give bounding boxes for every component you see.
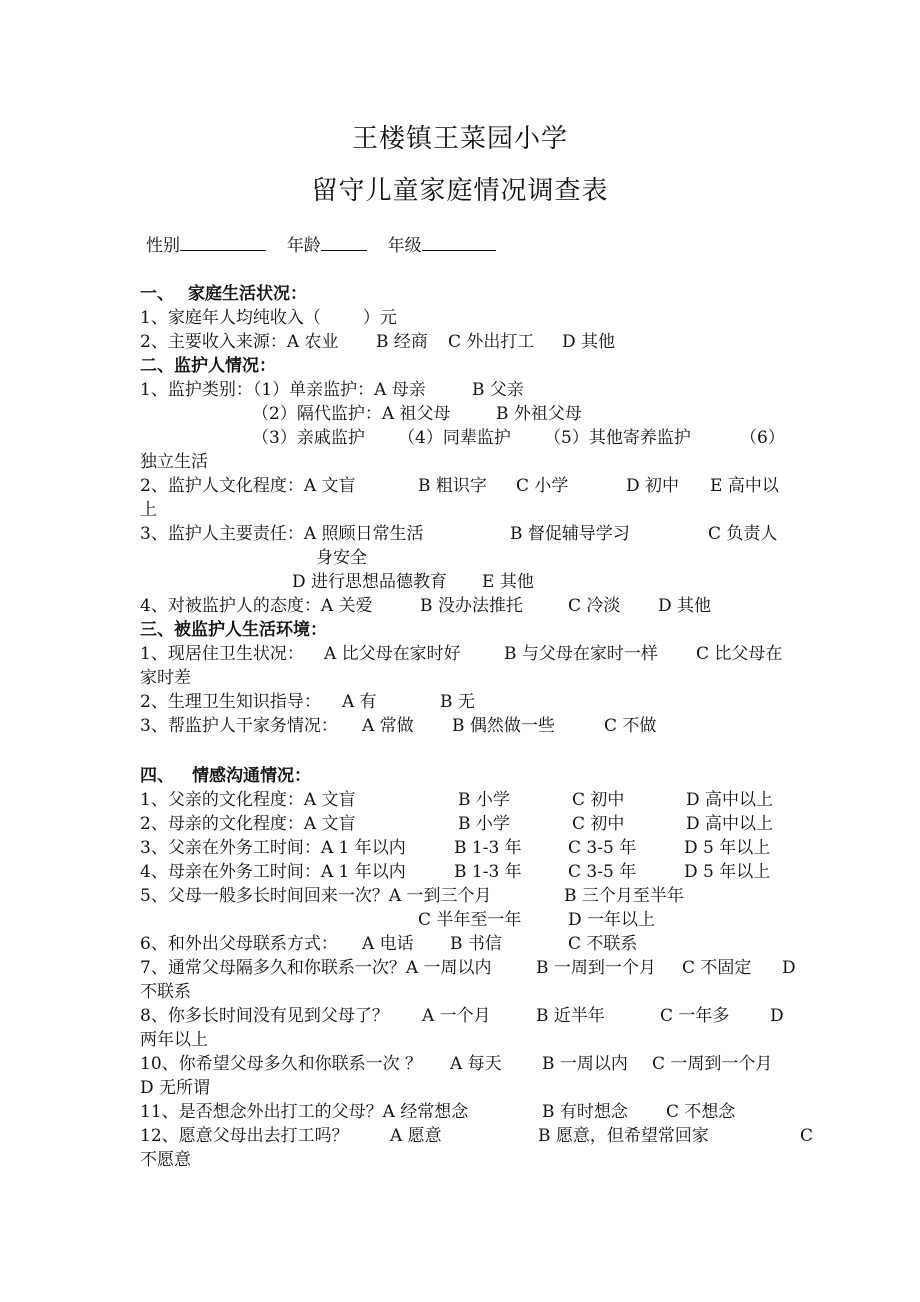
option-a[interactable]: 3、监护人主要责任：A 照顾日常生活 (140, 524, 424, 544)
option-b[interactable]: B 近半年 (536, 1006, 605, 1026)
option-c[interactable]: C 不想念 (666, 1102, 736, 1122)
option-b[interactable]: B 没办法推托 (420, 596, 523, 616)
option-a[interactable]: A 一个月 (422, 1006, 491, 1026)
question-4-12-cont: 不愿意 (140, 1150, 191, 1170)
option-d[interactable]: D 其他 (562, 332, 616, 352)
option-a[interactable]: 4、母亲在外务工时间：A 1 年以内 (140, 862, 406, 882)
option-a[interactable]: A 比父母在家时好 (324, 644, 461, 664)
section-1-title: 家庭生活状况： (188, 284, 307, 304)
section-3-heading: 三、被监护人生活环境： (140, 620, 327, 640)
option-a[interactable]: 7、通常父母隔多久和你联系一次？A 一周以内 (140, 958, 492, 978)
option-b[interactable]: B 愿意，但希望常回家 (538, 1126, 709, 1146)
option-a[interactable]: 2、监护人文化程度：A 文盲 (140, 476, 356, 496)
option-a[interactable]: 3、父亲在外务工时间：A 1 年以内 (140, 838, 406, 858)
question-text: 1、家庭年人均纯收入（ (140, 308, 321, 328)
option-d[interactable]: D (782, 958, 796, 978)
student-info-row (146, 232, 496, 258)
option-e[interactable]: E 其他 (482, 572, 534, 592)
school-title: 王楼镇王菜园小学 (351, 124, 568, 154)
option-6[interactable]: （6） (740, 428, 785, 448)
option-a[interactable]: 1、父亲的文化程度：A 文盲 (140, 790, 356, 810)
grade-label: 年级 (387, 236, 422, 256)
option-b[interactable]: B 与父母在家时一样 (504, 644, 658, 664)
gender-label: 性别 (146, 236, 180, 256)
option-a[interactable]: 1、监护类别：（1）单亲监护：A 母亲 (140, 380, 426, 400)
option-e[interactable]: E 高中以 (710, 476, 779, 496)
option-b[interactable]: B 外祖父母 (496, 404, 582, 424)
option-d[interactable]: D 5 年以上 (684, 838, 771, 858)
question-2-3-cont: 身安全 (316, 548, 367, 568)
option-c[interactable]: C (800, 1126, 814, 1146)
section-1-number: 一、 (140, 284, 174, 304)
option-c[interactable]: C 不固定 (682, 958, 752, 978)
option-a[interactable]: 2、主要收入来源：A 农业 (140, 332, 339, 352)
option-b[interactable]: B 小学 (458, 790, 510, 810)
option-c[interactable]: C 小学 (516, 476, 569, 496)
question-text: ）元 (362, 308, 397, 328)
section-1-heading (140, 282, 307, 306)
question-4-7-cont: 不联系 (140, 982, 191, 1002)
section-4-number: 四、 (140, 766, 174, 786)
option-d[interactable]: D 高中以上 (686, 814, 774, 834)
option-d[interactable]: D 一年以上 (568, 910, 656, 930)
option-d[interactable]: D 进行思想品德教育 (292, 572, 448, 592)
option-b[interactable]: B 无 (440, 692, 475, 712)
age-label: 年龄 (286, 236, 321, 256)
option-b[interactable]: B 一周到一个月 (536, 958, 656, 978)
option-d[interactable]: D 高中以上 (686, 790, 774, 810)
section-2-heading: 二、监护人情况： (140, 356, 276, 376)
option-c[interactable]: C 比父母在 (696, 644, 783, 664)
option-4[interactable]: （4）同辈监护 (398, 428, 511, 448)
option-c[interactable]: C 3-5 年 (568, 838, 637, 858)
option-c[interactable]: C 冷淡 (568, 596, 621, 616)
option-a[interactable]: A 愿意 (390, 1126, 442, 1146)
option-b[interactable]: B 1-3 年 (454, 838, 522, 858)
option-b[interactable]: B 有时想念 (542, 1102, 628, 1122)
option-c[interactable]: C 一周到一个月 (652, 1054, 773, 1074)
option-5[interactable]: （5）其他寄养监护 (544, 428, 691, 448)
question-text: 6、和外出父母联系方式： (140, 934, 338, 954)
question-2-1-cont: 独立生活 (140, 452, 208, 472)
option-b[interactable]: B 书信 (450, 934, 502, 954)
option-a[interactable]: 2、母亲的文化程度：A 文盲 (140, 814, 356, 834)
option-c[interactable]: C 一年多 (660, 1006, 730, 1026)
question-text: 2、生理卫生知识指导： (140, 692, 321, 712)
option-b[interactable]: B 督促辅导学习 (510, 524, 630, 544)
option-b[interactable]: B 一周以内 (542, 1054, 628, 1074)
option-c[interactable]: C 初中 (572, 790, 625, 810)
section-4-heading (140, 764, 311, 788)
option-c[interactable]: C 半年至一年 (418, 910, 522, 930)
option-d[interactable]: D 5 年以上 (684, 862, 771, 882)
option-a[interactable]: 11、是否想念外出打工的父母？A 经常想念 (140, 1102, 469, 1122)
option-a[interactable]: A 电话 (362, 934, 414, 954)
age-blank[interactable] (321, 232, 367, 251)
question-text: 1、现居住卫生状况： (140, 644, 304, 664)
question-text: 3、帮监护人干家务情况： (140, 716, 338, 736)
question-3-1-cont: 家时差 (140, 668, 191, 688)
option-a[interactable]: 4、对被监护人的态度：A 关爱 (140, 596, 373, 616)
option-b[interactable]: B 父亲 (472, 380, 524, 400)
option-a[interactable]: A 常做 (362, 716, 414, 736)
option-c[interactable]: C 外出打工 (448, 332, 535, 352)
option-b[interactable]: B 偶然做一些 (452, 716, 555, 736)
question-4-8-cont: 两年以上 (140, 1030, 208, 1050)
question-text: 12、愿意父母出去打工吗？ (140, 1126, 349, 1146)
option-c[interactable]: C 不做 (604, 716, 657, 736)
option-a[interactable]: A 有 (342, 692, 377, 712)
grade-blank[interactable] (422, 232, 496, 251)
option-a[interactable]: （2）隔代监护：A 祖父母 (252, 404, 451, 424)
question-2-2-cont: 上 (140, 500, 157, 520)
option-c[interactable]: C 负责人 (708, 524, 778, 544)
option-b[interactable]: B 小学 (458, 814, 510, 834)
question-text: 8、你多长时间没有见到父母了？ (140, 1006, 389, 1026)
gender-blank[interactable] (180, 232, 266, 251)
option-d[interactable]: D 其他 (658, 596, 712, 616)
question-text: 10、你希望父母多久和你联系一次 ？ (140, 1054, 423, 1074)
option-d[interactable]: D (770, 1006, 784, 1026)
form-title: 留守儿童家庭情况调查表 (311, 176, 609, 206)
option-d[interactable]: D 初中 (626, 476, 680, 496)
option-b[interactable]: B 1-3 年 (454, 862, 522, 882)
option-b[interactable]: B 粗识字 (418, 476, 487, 496)
option-c[interactable]: C 3-5 年 (568, 862, 637, 882)
option-c[interactable]: C 不联系 (568, 934, 638, 954)
option-3[interactable]: （3）亲戚监护 (252, 428, 365, 448)
option-c[interactable]: C 初中 (572, 814, 625, 834)
section-4-title: 情感沟通情况： (192, 766, 311, 786)
option-a[interactable]: 5、父母一般多长时间回来一次？A 一到三个月 (140, 886, 492, 906)
option-a[interactable]: A 每天 (450, 1054, 502, 1074)
option-b[interactable]: B 三个月至半年 (564, 886, 684, 906)
question-4-10-cont[interactable]: D 无所谓 (140, 1078, 211, 1098)
question-1-1 (140, 306, 397, 330)
option-b[interactable]: B 经商 (376, 332, 428, 352)
